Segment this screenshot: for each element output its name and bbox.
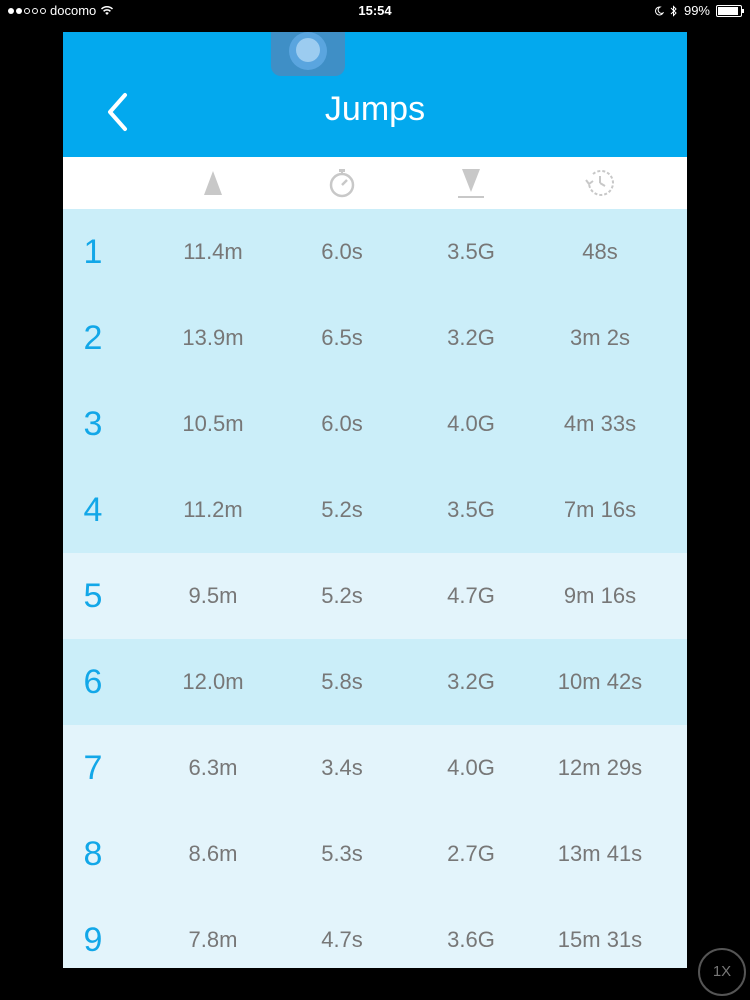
landing-g-value: 3.6G [447,927,495,952]
battery-icon [716,5,742,17]
jump-number: 4 [83,491,103,529]
elapsed-time-clock-icon [584,167,616,199]
column-header-row [63,157,687,209]
landing-g-value: 4.0G [447,755,495,780]
jumps-table [63,209,687,968]
elapsed-time-value: 12m 29s [557,755,643,780]
height-triangle-up-icon [197,167,229,199]
elapsed-time-value: 15m 31s [557,927,643,952]
jump-number: 8 [83,835,103,873]
table-row[interactable] [63,811,687,897]
table-row[interactable] [63,295,687,381]
airtime-value: 5.8s [321,669,363,694]
jump-number: 9 [83,921,103,959]
jump-number: 6 [83,663,103,701]
airtime-value: 5.3s [321,841,363,866]
airtime-value: 6.5s [321,325,363,350]
table-row[interactable] [63,209,687,295]
landing-g-value: 3.2G [447,325,495,350]
airtime-value: 6.0s [321,411,363,436]
jump-number: 2 [83,319,103,357]
elapsed-time-value: 7m 16s [563,497,637,522]
height-value: 7.8m [188,927,238,952]
table-row[interactable] [63,553,687,639]
elapsed-time-value: 3m 2s [570,325,630,350]
airtime-value: 6.0s [321,239,363,264]
bluetooth-icon [670,5,678,17]
header-bar [63,32,687,157]
status-bar [0,0,750,22]
landing-g-value: 3.5G [447,497,495,522]
status-time: 15:54 [358,3,392,18]
height-value: 10.5m [182,411,244,436]
airtime-value: 4.7s [321,927,363,952]
page-title: Jumps [324,90,426,128]
height-value: 8.6m [188,841,238,866]
jump-number: 3 [83,405,103,443]
height-value: 12.0m [182,669,244,694]
status-right [654,3,742,18]
jump-number: 5 [83,577,103,615]
landing-triangle-down-icon [455,167,487,199]
jumps-panel [63,32,687,968]
elapsed-time-value: 4m 33s [563,411,637,436]
table-row[interactable] [63,639,687,725]
airtime-value: 5.2s [321,497,363,522]
height-value: 11.2m [183,497,243,522]
zoom-1x-button[interactable]: 1X [698,948,746,996]
airtime-value: 3.4s [321,755,363,780]
table-row[interactable] [63,725,687,811]
landing-g-value: 4.7G [447,583,495,608]
table-row[interactable] [63,467,687,553]
jump-number: 7 [83,749,103,787]
carrier-label: docomo [50,3,97,18]
jump-number: 1 [83,233,103,271]
moon-icon [654,6,664,16]
landing-g-value: 2.7G [447,841,495,866]
elapsed-time-value: 10m 42s [557,669,643,694]
elapsed-time-value: 9m 16s [563,583,637,608]
landing-g-value: 4.0G [447,411,495,436]
height-value: 11.4m [183,239,243,264]
table-row[interactable] [63,381,687,467]
height-value: 13.9m [182,325,244,350]
landing-g-value: 3.5G [447,239,495,264]
elapsed-time-value: 13m 41s [557,841,643,866]
elapsed-time-value: 48s [582,239,618,264]
battery-percent: 99% [683,3,710,18]
stopwatch-icon [326,167,358,199]
table-row[interactable] [63,897,687,968]
landing-g-value: 3.2G [447,669,495,694]
airtime-value: 5.2s [321,583,363,608]
height-value: 6.3m [188,755,238,780]
assistive-touch-button[interactable] [271,32,345,76]
height-value: 9.5m [188,583,238,608]
